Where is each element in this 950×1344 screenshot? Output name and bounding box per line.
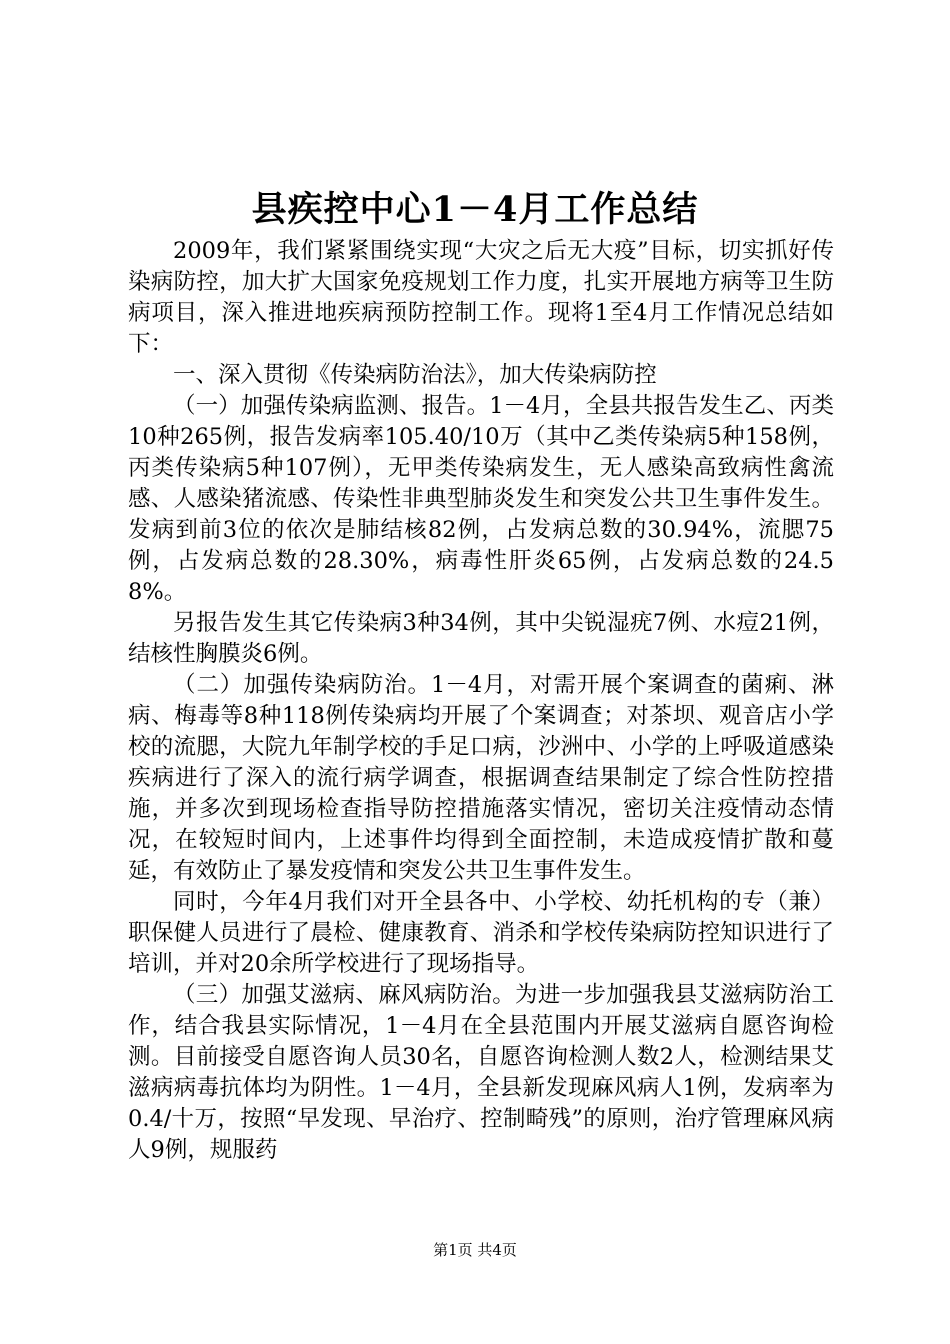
- paragraph-other-diseases: 另报告发生其它传染病3种34例，其中尖锐湿疣7例、水痘21例，结核性胸膜炎6例。: [128, 610, 834, 667]
- document-body: [128, 236, 834, 1166]
- paragraph-school-training: 同时，今年4月我们对开全县各中、小学校、幼托机构的专（兼）职保健人员进行了晨检、健康教育、消杀和学校传染病防控知识进行了培训，并对20余所学校进行了现场指导。: [128, 889, 834, 977]
- paragraph-intro: 2009年，我们紧紧围绕实现“大灾之后无大疫”目标，切实抓好传染病防控，加大扩大国家免疫规划工作力度，扎实开展地方病等卫生防病项目，深入推进地疾病预防控制工作。现将1至4月工作情况总结如下：: [128, 238, 834, 357]
- section-heading-1: 一、深入贯彻《传染病防治法》，加大传染病防控: [173, 362, 657, 388]
- paragraph-monitoring: （一）加强传染病监测、报告。1－4月，全县共报告发生乙、丙类10种265例，报告发病率105.40/10万（其中乙类传染病5种158例，丙类传染病5种107例），无甲类传染病发生，无人感染高致病性禽流感、人感染猪流感、传染性非典型肺炎发生和突发公共卫生事件发生。发病到前3位的依次是肺结核82例，占发病总数的30.94%，流腮75例，占发病总数的28.30%，病毒性肝炎65例，占发病总数的24.58%。: [128, 393, 834, 605]
- page-footer: 第1页 共4页: [433, 1241, 517, 1259]
- document-title: 县疾控中心1－4月工作总结: [251, 189, 699, 230]
- paragraph-aids-leprosy: （三）加强艾滋病、麻风病防治。为进一步加强我县艾滋病防治工作，结合我县实际情况，1－4月在全县范围内开展艾滋病自愿咨询检测。目前接受自愿咨询人员30名，自愿咨询检测人数2人，检测结果艾滋病病毒抗体均为阴性。1－4月，全县新发现麻风病人1例，发病率为0.4/十万，按照“早发现、早治疗、控制畸残”的原则，治疗管理麻风病人9例，规服药: [128, 982, 834, 1163]
- paragraph-prevention: （二）加强传染病防治。1－4月，对需开展个案调查的菌痢、淋病、梅毒等8种118例传染病均开展了个案调查；对茶坝、观音店小学校的流腮，大院九年制学校的手足口病，沙洲中、小学的上呼吸道感染疾病进行了深入的流行病学调查，根据调查结果制定了综合性防控措施，并多次到现场检查指导防控措施落实情况，密切关注疫情动态情况，在较短时间内，上述事件均得到全面控制，未造成疫情扩散和蔓延，有效防止了暴发疫情和突发公共卫生事件发生。: [128, 672, 834, 884]
